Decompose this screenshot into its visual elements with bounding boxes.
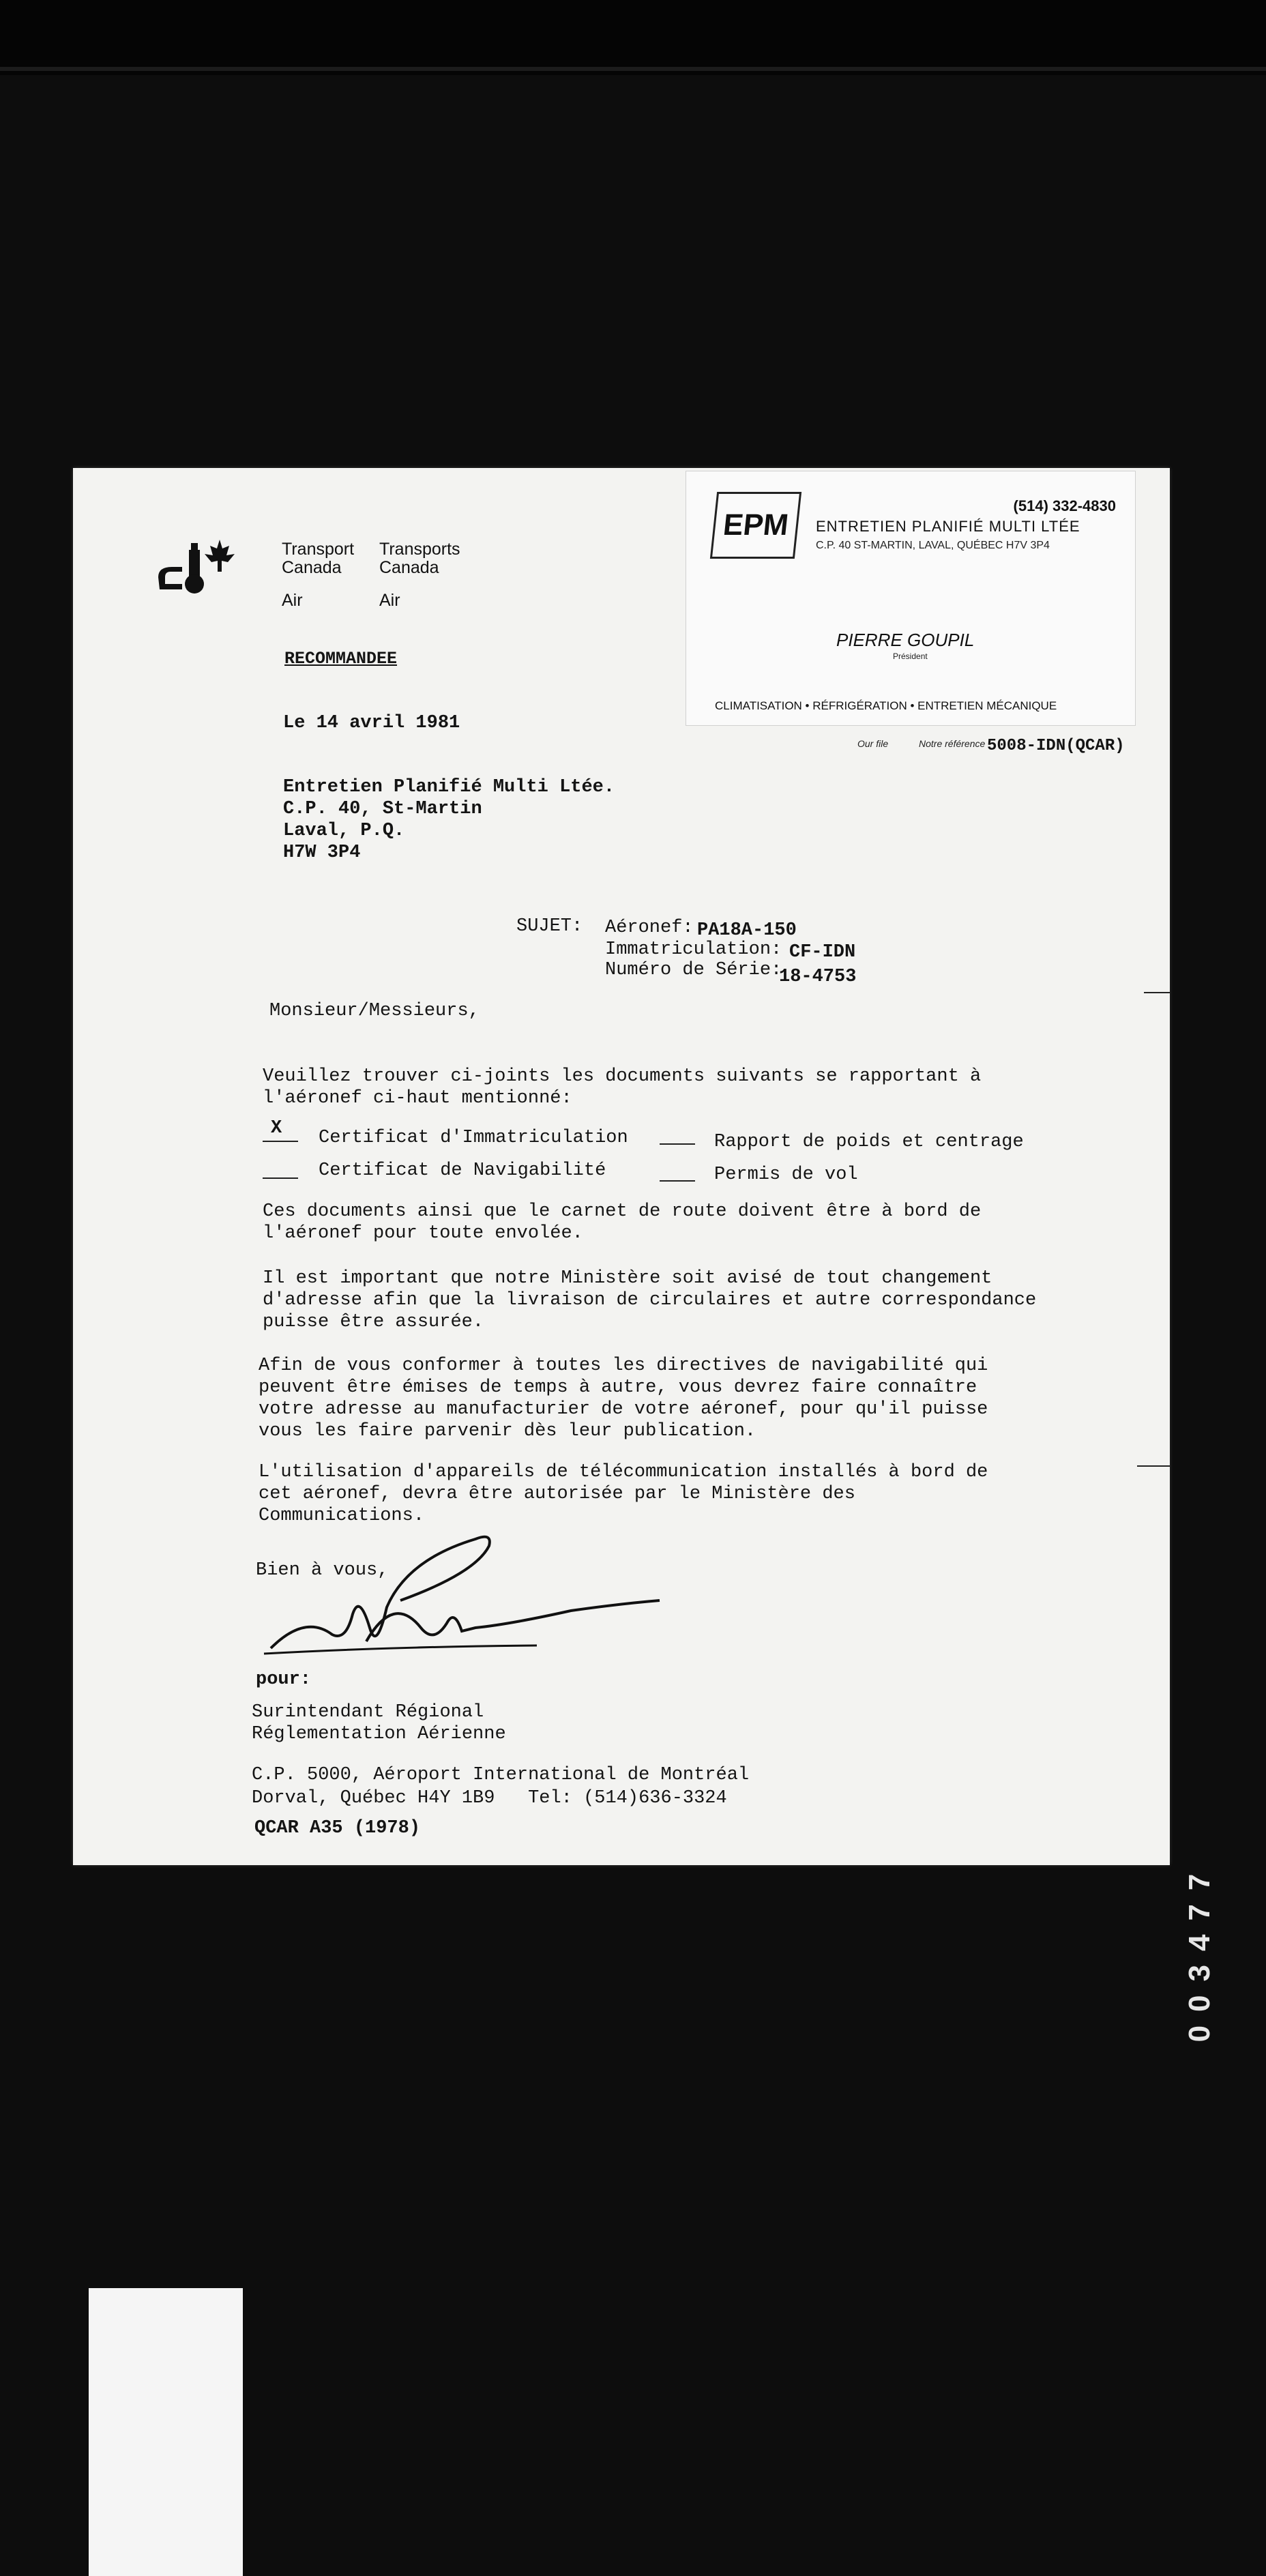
paragraph-4: L'utilisation d'appareils de télécommunication installés à bord de cet aéronef, devra être autorisée par le Ministère des Communications. [259, 1462, 988, 1526]
checklist-blank [263, 1177, 298, 1179]
card-phone: (514) 332-4830 [1013, 497, 1116, 514]
dept-fr-line2: Canada [379, 558, 439, 577]
reference-value: 5008-IDN(QCAR) [987, 737, 1125, 755]
footer-address-1: C.P. 5000, Aéroport International de Montréal [252, 1765, 750, 1785]
footer-address-2: Dorval, Québec H4Y 1B9 Tel: (514)636-3324 [252, 1788, 727, 1809]
intro-paragraph: Veuillez trouver ci-joints les documents suivants se rapportant à l'aéronef ci-haut mentionné: [263, 1066, 982, 1109]
margin-tick [1137, 1465, 1170, 1467]
paragraph-3: Afin de vous conformer à toutes les directives de navigabilité qui peuvent être émises de temps à autre, vous devrez faire connaître votre adresse au manufacturier de votre aéronef, pour qu'il puisse vous les faire parvenir dès leur publication. [259, 1356, 988, 1441]
dept-en-line1: Transport [282, 540, 355, 559]
signature-image [250, 1532, 701, 1675]
serial-label: Numéro de Série: [605, 960, 782, 980]
serial-value: 18-4753 [779, 967, 857, 987]
card-person: PIERRE GOUPIL [836, 630, 975, 650]
aircraft-value: PA18A-150 [697, 920, 797, 941]
card-services: CLIMATISATION • RÉFRIGÉRATION • ENTRETIEN MÉCANIQUE [715, 699, 1057, 712]
checklist-blank [660, 1180, 695, 1182]
registration-label: Immatriculation: [605, 939, 782, 960]
division-fr: Air [379, 591, 400, 610]
paragraph-1: Ces documents ainsi que le carnet de route doivent être à bord de l'aéronef pour toute envolée. [263, 1201, 982, 1244]
business-card [686, 471, 1136, 726]
dept-en-line2: Canada [282, 558, 342, 577]
signer-title-2: Réglementation Aérienne [252, 1724, 506, 1744]
checklist-item: Certificat de Navigabilité [319, 1160, 606, 1181]
our-file-label: Our file [857, 738, 889, 749]
signer-title-1: Surintendant Régional [252, 1702, 484, 1723]
form-id: QCAR A35 (1978) [254, 1818, 421, 1839]
card-title: Président [893, 652, 928, 661]
subject-label: SUJET: [516, 916, 583, 937]
letter-date: Le 14 avril 1981 [283, 713, 460, 733]
salutation: Monsieur/Messieurs, [269, 1001, 480, 1021]
aircraft-label: Aéronef: [605, 918, 694, 938]
reference-label: Notre référence [919, 738, 986, 749]
registered-label: RECOMMANDEE [284, 649, 398, 669]
addressee-line: Entretien Planifié Multi Ltée. [283, 777, 615, 797]
addressee-line: C.P. 40, St-Martin [283, 799, 482, 819]
checklist-item: Certificat d'Immatriculation [319, 1128, 628, 1148]
card-address: C.P. 40 ST-MARTIN, LAVAL, QUÉBEC H7V 3P4 [816, 540, 1050, 551]
margin-tick [1144, 992, 1170, 993]
registration-value: CF-IDN [789, 942, 856, 963]
frame-number [1176, 1828, 1217, 2088]
paragraph-2: Il est important que notre Ministère soit avisé de tout changement d'adresse afin que la livraison de circulaires et autre correspondance puisse être assurée. [263, 1268, 1037, 1332]
checklist-blank [263, 1141, 298, 1142]
division-en: Air [282, 591, 303, 610]
addressee-line: H7W 3P4 [283, 843, 361, 863]
film-top-band [0, 0, 1266, 75]
closing: Bien à vous, [256, 1560, 389, 1581]
film-leader-block [89, 2288, 243, 2576]
checklist-item: Permis de vol [714, 1165, 858, 1185]
frame-number-text: 003477 [1183, 1860, 1216, 2043]
checklist-mark: X [271, 1118, 282, 1139]
addressee-line: Laval, P.Q. [283, 821, 405, 841]
checklist-item: Rapport de poids et centrage [714, 1132, 1024, 1152]
pour-label: pour: [256, 1669, 312, 1690]
card-company: ENTRETIEN PLANIFIÉ MULTI LTÉE [816, 518, 1080, 535]
checklist-blank [660, 1143, 695, 1145]
canada-logo-icon [151, 529, 254, 598]
dept-fr-line1: Transports [379, 540, 460, 559]
epm-logo: EPM [710, 492, 801, 559]
film-edge-stripe [0, 67, 1266, 71]
